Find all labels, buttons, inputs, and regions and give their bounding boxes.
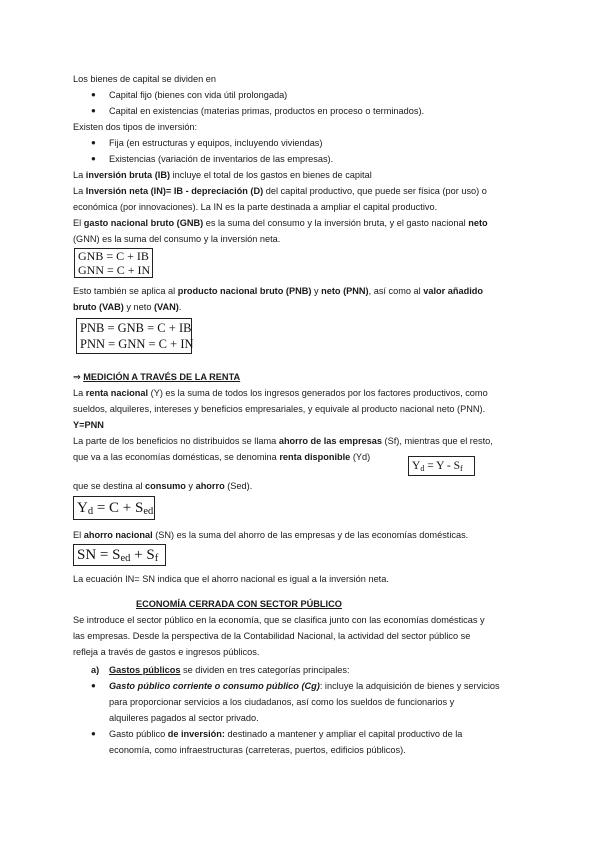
bullet-icon: ● xyxy=(91,90,96,99)
sector-publico-heading: ECONOMÍA CERRADA CON SECTOR PÚBLICO xyxy=(136,599,342,609)
gnb-definition-line-2: (GNN) es la suma del consumo y la inversión neta. xyxy=(73,234,281,244)
renta-line-2: sueldos, alquileres, intereses y beneficios empresariales, y equivale al producto nacional neto (PNN). xyxy=(73,404,486,414)
renta-line-5: que va a las economías domésticas, se denomina renta disponible (Yd) xyxy=(73,452,371,462)
sector-line-3: refleja a través de gastos e ingresos públicos. xyxy=(73,647,260,657)
investment-bullet-2: Existencias (variación de inventarios de las empresas). xyxy=(109,154,334,164)
bullet-icon: ● xyxy=(91,154,96,163)
in-definition-line-1: La Inversión neta (IN)= IB - depreciación (D) del capital productivo, que puede ser física (por uso) o xyxy=(73,186,487,196)
gnn-formula: GNN = C + IN xyxy=(78,263,151,277)
ib-definition: La inversión bruta (IB) incluye el total de los gastos en bienes de capital xyxy=(73,170,372,180)
in-definition-line-2: económica (por innovaciones). La IN es la parte destinada a ampliar el capital productivo. xyxy=(73,202,438,212)
sn-formula-box xyxy=(73,544,166,566)
bullet-icon: ● xyxy=(91,729,96,738)
gnb-definition-line-1: El gasto nacional bruto (GNB) es la suma del consumo y la inversión bruta, y el gasto nacional neto xyxy=(73,218,488,228)
gasto-corriente-line-1: Gasto público corriente o consumo público (Cg): incluye la adquisición de bienes y servicios xyxy=(109,681,500,691)
bullet-icon: ● xyxy=(91,138,96,147)
pnb-line-2: bruto (VAB) y neto (VAN). xyxy=(73,302,182,312)
renta-line-6: que se destina al consumo y ahorro (Sed). xyxy=(73,481,253,491)
gnb-formula-box xyxy=(74,248,153,278)
list-label-a: a) xyxy=(91,665,100,675)
investment-bullet-1: Fija (en estructuras y equipos, incluyendo viviendas) xyxy=(109,138,323,148)
yd-consumption-formula-box xyxy=(73,496,155,520)
gasto-corriente-line-2: para proporcionar servicios a los ciudadanos, así como los sueldos de funcionarios y xyxy=(109,697,455,707)
arrow-icon: ⇒ xyxy=(73,372,84,382)
sector-line-1: Se introduce el sector público en la economía, que se clasifica junto con las economías domésticas y xyxy=(73,615,485,625)
capital-bullet-2: Capital en existencias (materias primas, productos en proceso o terminados). xyxy=(109,106,425,116)
gastos-publicos-line: Gastos públicos se dividen en tres categorías principales: xyxy=(109,665,350,675)
yd-formula: $Y_d = Y - S_f$ xyxy=(412,460,463,473)
sn-formula: SN = $S_{ed} + S_f$ xyxy=(77,547,159,564)
sector-line-2: las empresas. Desde la perspectiva de la Contabilidad Nacional, la actividad del sector público se xyxy=(73,631,471,641)
renta-heading: ⇒ MEDICIÓN A TRAVÉS DE LA RENTA xyxy=(73,372,241,382)
yd-formula-box xyxy=(408,456,475,476)
pnb-formula: PNB = GNB = C + IB xyxy=(80,321,192,335)
pnb-line-1: Esto también se aplica al producto nacional bruto (PNB) y neto (PNN), así como al valor añadido xyxy=(73,286,483,296)
bullet-icon: ● xyxy=(91,681,96,690)
renta-equation: Y=PNN xyxy=(73,420,104,430)
renta-line-8: La ecuación IN= SN indica que el ahorro nacional es igual a la inversión neta. xyxy=(73,574,389,584)
renta-line-1: La renta nacional (Y) es la suma de todos los ingresos generados por los factores productivos, como xyxy=(73,388,488,398)
gnb-formula: GNB = C + IB xyxy=(78,249,149,263)
pnb-formula-box xyxy=(76,318,192,354)
gasto-corriente-line-3: alquileres pagados al sector privado. xyxy=(109,713,259,723)
renta-line-7: El ahorro nacional (SN) es la suma del ahorro de las empresas y de las economías domésticas. xyxy=(73,530,469,540)
yd-consumption-formula: $Y_d = C + S_{ed}$ xyxy=(77,500,154,517)
gasto-inversion-line-1: Gasto público de inversión: destinado a mantener y ampliar el capital productivo de la xyxy=(109,729,463,739)
capital-goods-line: Los bienes de capital se dividen en xyxy=(73,74,217,84)
capital-bullet-1: Capital fijo (bienes con vida útil prolongada) xyxy=(109,90,288,100)
renta-line-4: La parte de los beneficios no distribuidos se llama ahorro de las empresas (Sf), mientras que el resto, xyxy=(73,436,493,446)
gasto-inversion-line-2: economía, como infraestructuras (carreteras, puertos, edificios públicos). xyxy=(109,745,406,755)
pnn-formula: PNN = GNN = C + IN xyxy=(80,337,194,351)
investment-types-line: Existen dos tipos de inversión: xyxy=(73,122,198,132)
bullet-icon: ● xyxy=(91,106,96,115)
